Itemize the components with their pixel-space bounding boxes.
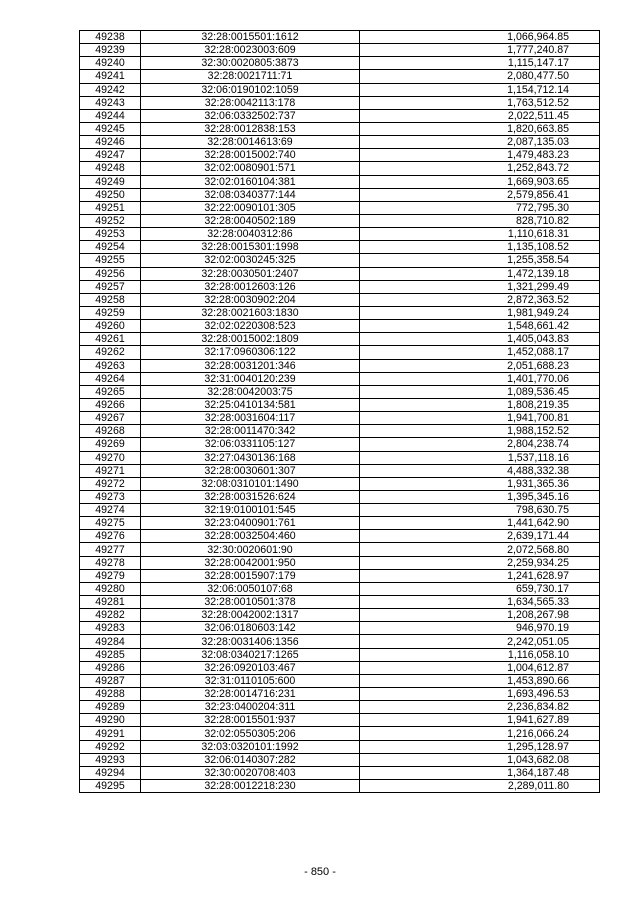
table-row: [80, 201, 600, 214]
value-cell: 1,808,219.35: [360, 398, 600, 411]
table-row: [80, 609, 600, 622]
value-cell: 4,488,332.38: [360, 464, 600, 477]
row-number-cell: 49272: [80, 477, 141, 490]
row-number-cell: 49293: [80, 753, 141, 766]
value-cell: 1,452,088.17: [360, 346, 600, 359]
value-cell: 2,804,238.74: [360, 438, 600, 451]
cadastral-number-cell: 32:30:0020805:3873: [141, 57, 360, 70]
row-number-cell: 49245: [80, 122, 141, 135]
cadastral-number-cell: 32:28:0010501:378: [141, 596, 360, 609]
row-number-cell: 49251: [80, 201, 141, 214]
cadastral-number-cell: 32:02:0080901:571: [141, 162, 360, 175]
table-row: [80, 464, 600, 477]
value-cell: 1,981,949.24: [360, 306, 600, 319]
value-cell: 798,630.75: [360, 504, 600, 517]
row-number-cell: 49260: [80, 320, 141, 333]
cadastral-number-cell: 32:31:0110105:600: [141, 674, 360, 687]
row-number-cell: 49257: [80, 280, 141, 293]
row-number-cell: 49280: [80, 582, 141, 595]
table-row: [80, 688, 600, 701]
cadastral-number-cell: 32:28:0030902:204: [141, 293, 360, 306]
row-number-cell: 49274: [80, 504, 141, 517]
value-cell: 1,634,565.33: [360, 596, 600, 609]
cadastral-number-cell: 32:28:0042113:178: [141, 96, 360, 109]
table-row: [80, 31, 600, 44]
row-number-cell: 49269: [80, 438, 141, 451]
cadastral-number-cell: 32:28:0023003:609: [141, 44, 360, 57]
value-cell: 2,072,568.80: [360, 543, 600, 556]
row-number-cell: 49288: [80, 688, 141, 701]
row-number-cell: 49247: [80, 149, 141, 162]
cadastral-number-cell: 32:28:0040502:189: [141, 214, 360, 227]
value-cell: 2,259,934.25: [360, 556, 600, 569]
value-cell: 1,537,118.16: [360, 451, 600, 464]
value-cell: 2,242,051.05: [360, 635, 600, 648]
row-number-cell: 49275: [80, 517, 141, 530]
table-row: [80, 175, 600, 188]
cadastral-number-cell: 32:28:0014613:69: [141, 136, 360, 149]
cadastral-number-cell: 32:02:0550305:206: [141, 727, 360, 740]
cadastral-number-cell: 32:06:0190102:1059: [141, 83, 360, 96]
cadastral-number-cell: 32:27:0430136:168: [141, 451, 360, 464]
value-cell: 828,710.82: [360, 214, 600, 227]
value-cell: 2,289,011.80: [360, 780, 600, 793]
value-cell: 1,321,299.49: [360, 280, 600, 293]
table-row: [80, 280, 600, 293]
row-number-cell: 49248: [80, 162, 141, 175]
row-number-cell: 49239: [80, 44, 141, 57]
row-number-cell: 49259: [80, 306, 141, 319]
value-cell: 1,110,618.31: [360, 228, 600, 241]
row-number-cell: 49285: [80, 648, 141, 661]
cadastral-number-cell: 32:28:0012603:126: [141, 280, 360, 293]
value-cell: 1,988,152.52: [360, 425, 600, 438]
table-row: [80, 517, 600, 530]
cadastral-value-table: [79, 30, 600, 793]
row-number-cell: 49294: [80, 766, 141, 779]
table-row: [80, 635, 600, 648]
cadastral-number-cell: 32:28:0015907:179: [141, 569, 360, 582]
table-row: [80, 556, 600, 569]
value-cell: 1,669,903.65: [360, 175, 600, 188]
value-cell: 772,795.30: [360, 201, 600, 214]
table-row: [80, 162, 600, 175]
cadastral-number-cell: 32:08:0310101:1490: [141, 477, 360, 490]
table-row: [80, 320, 600, 333]
table-row: [80, 661, 600, 674]
row-number-cell: 49290: [80, 714, 141, 727]
row-number-cell: 49268: [80, 425, 141, 438]
cadastral-number-cell: 32:28:0031201:346: [141, 359, 360, 372]
row-number-cell: 49264: [80, 372, 141, 385]
table-row: [80, 740, 600, 753]
table-row: [80, 398, 600, 411]
cadastral-number-cell: 32:23:0400204:311: [141, 701, 360, 714]
value-cell: 1,364,187.48: [360, 766, 600, 779]
row-number-cell: 49243: [80, 96, 141, 109]
cadastral-number-cell: 32:03:0320101:1992: [141, 740, 360, 753]
row-number-cell: 49265: [80, 385, 141, 398]
row-number-cell: 49287: [80, 674, 141, 687]
row-number-cell: 49267: [80, 412, 141, 425]
cadastral-number-cell: 32:28:0032504:460: [141, 530, 360, 543]
cadastral-number-cell: 32:08:0340377:144: [141, 188, 360, 201]
row-number-cell: 49256: [80, 267, 141, 280]
row-number-cell: 49261: [80, 333, 141, 346]
value-cell: 1,255,358.54: [360, 254, 600, 267]
row-number-cell: 49253: [80, 228, 141, 241]
value-cell: 946,970.19: [360, 622, 600, 635]
value-cell: 1,116,058.10: [360, 648, 600, 661]
cadastral-number-cell: 32:28:0015501:937: [141, 714, 360, 727]
value-cell: 1,941,700.81: [360, 412, 600, 425]
table-row: [80, 96, 600, 109]
cadastral-number-cell: 32:28:0011470:342: [141, 425, 360, 438]
row-number-cell: 49249: [80, 175, 141, 188]
table-row: [80, 267, 600, 280]
table-row: [80, 241, 600, 254]
table-row: [80, 44, 600, 57]
value-cell: 1,453,890.66: [360, 674, 600, 687]
table-row: [80, 83, 600, 96]
cadastral-number-cell: 32:28:0015002:740: [141, 149, 360, 162]
table-row: [80, 57, 600, 70]
cadastral-number-cell: 32:28:0014716:231: [141, 688, 360, 701]
cadastral-number-cell: 32:06:0332502:737: [141, 109, 360, 122]
row-number-cell: 49292: [80, 740, 141, 753]
table-row: [80, 136, 600, 149]
cadastral-number-cell: 32:02:0030245:325: [141, 254, 360, 267]
row-number-cell: 49263: [80, 359, 141, 372]
row-number-cell: 49254: [80, 241, 141, 254]
value-cell: 1,135,108.52: [360, 241, 600, 254]
row-number-cell: 49289: [80, 701, 141, 714]
value-cell: 1,066,964.85: [360, 31, 600, 44]
value-cell: 1,154,712.14: [360, 83, 600, 96]
table-row: [80, 582, 600, 595]
table-body: [80, 31, 600, 793]
value-cell: 2,087,135.03: [360, 136, 600, 149]
table-row: [80, 109, 600, 122]
table-row: [80, 648, 600, 661]
row-number-cell: 49246: [80, 136, 141, 149]
row-number-cell: 49250: [80, 188, 141, 201]
cadastral-number-cell: 32:25:0410134:581: [141, 398, 360, 411]
row-number-cell: 49271: [80, 464, 141, 477]
value-cell: 1,479,483.23: [360, 149, 600, 162]
value-cell: 1,043,682.08: [360, 753, 600, 766]
table-row: [80, 701, 600, 714]
table-row: [80, 490, 600, 503]
table-row: [80, 346, 600, 359]
row-number-cell: 49270: [80, 451, 141, 464]
value-cell: 2,051,688.23: [360, 359, 600, 372]
row-number-cell: 49281: [80, 596, 141, 609]
cadastral-number-cell: 32:28:0021711:71: [141, 70, 360, 83]
cadastral-number-cell: 32:06:0180603:142: [141, 622, 360, 635]
value-cell: 1,472,139.18: [360, 267, 600, 280]
value-cell: 2,639,171.44: [360, 530, 600, 543]
value-cell: 1,295,128.97: [360, 740, 600, 753]
cadastral-number-cell: 32:28:0042003:75: [141, 385, 360, 398]
cadastral-number-cell: 32:28:0030501:2407: [141, 267, 360, 280]
table-row: [80, 293, 600, 306]
value-cell: 2,022,511.45: [360, 109, 600, 122]
row-number-cell: 49286: [80, 661, 141, 674]
row-number-cell: 49241: [80, 70, 141, 83]
table-row: [80, 306, 600, 319]
value-cell: 2,872,363.52: [360, 293, 600, 306]
value-cell: 2,080,477.50: [360, 70, 600, 83]
value-cell: 1,820,663.85: [360, 122, 600, 135]
row-number-cell: 49273: [80, 490, 141, 503]
cadastral-number-cell: 32:06:0331105:127: [141, 438, 360, 451]
cadastral-number-cell: 32:28:0031526:624: [141, 490, 360, 503]
cadastral-number-cell: 32:28:0021603:1830: [141, 306, 360, 319]
table-row: [80, 214, 600, 227]
table-row: [80, 569, 600, 582]
value-cell: 2,579,856.41: [360, 188, 600, 201]
value-cell: 1,252,843.72: [360, 162, 600, 175]
row-number-cell: 49240: [80, 57, 141, 70]
row-number-cell: 49238: [80, 31, 141, 44]
table-row: [80, 766, 600, 779]
table-row: [80, 438, 600, 451]
row-number-cell: 49276: [80, 530, 141, 543]
cadastral-number-cell: 32:28:0042002:1317: [141, 609, 360, 622]
cadastral-number-cell: 32:06:0050107:68: [141, 582, 360, 595]
table-row: [80, 412, 600, 425]
row-number-cell: 49242: [80, 83, 141, 96]
value-cell: 1,216,066.24: [360, 727, 600, 740]
table-row: [80, 622, 600, 635]
table-row: [80, 425, 600, 438]
table-row: [80, 753, 600, 766]
row-number-cell: 49252: [80, 214, 141, 227]
row-number-cell: 49284: [80, 635, 141, 648]
cadastral-number-cell: 32:19:0100101:545: [141, 504, 360, 517]
cadastral-number-cell: 32:02:0220308:523: [141, 320, 360, 333]
row-number-cell: 49258: [80, 293, 141, 306]
cadastral-number-cell: 32:22:0090101:305: [141, 201, 360, 214]
row-number-cell: 49244: [80, 109, 141, 122]
table-row: [80, 504, 600, 517]
cadastral-number-cell: 32:30:0020708:403: [141, 766, 360, 779]
value-cell: 1,777,240.87: [360, 44, 600, 57]
row-number-cell: 49278: [80, 556, 141, 569]
table-row: [80, 385, 600, 398]
cadastral-number-cell: 32:28:0012838:153: [141, 122, 360, 135]
table-row: [80, 530, 600, 543]
value-cell: 1,395,345.16: [360, 490, 600, 503]
value-cell: 1,941,627.89: [360, 714, 600, 727]
value-cell: 1,548,661.42: [360, 320, 600, 333]
row-number-cell: 49279: [80, 569, 141, 582]
table-row: [80, 149, 600, 162]
cadastral-number-cell: 32:28:0030601:307: [141, 464, 360, 477]
table-row: [80, 70, 600, 83]
value-cell: 1,241,628.97: [360, 569, 600, 582]
cadastral-number-cell: 32:28:0012218:230: [141, 780, 360, 793]
row-number-cell: 49282: [80, 609, 141, 622]
value-cell: 1,763,512.52: [360, 96, 600, 109]
cadastral-number-cell: 32:02:0160104:381: [141, 175, 360, 188]
value-cell: 1,115,147.17: [360, 57, 600, 70]
table-row: [80, 674, 600, 687]
cadastral-number-cell: 32:06:0140307:282: [141, 753, 360, 766]
table-row: [80, 188, 600, 201]
table-row: [80, 714, 600, 727]
row-number-cell: 49262: [80, 346, 141, 359]
value-cell: 1,208,267.98: [360, 609, 600, 622]
cadastral-number-cell: 32:28:0042001:950: [141, 556, 360, 569]
row-number-cell: 49266: [80, 398, 141, 411]
table-row: [80, 254, 600, 267]
value-cell: 1,401,770.06: [360, 372, 600, 385]
value-cell: 1,089,536.45: [360, 385, 600, 398]
value-cell: 659,730.17: [360, 582, 600, 595]
cadastral-number-cell: 32:28:0031406:1356: [141, 635, 360, 648]
row-number-cell: 49295: [80, 780, 141, 793]
table-row: [80, 333, 600, 346]
table-row: [80, 780, 600, 793]
table-row: [80, 359, 600, 372]
cadastral-number-cell: 32:28:0031604:117: [141, 412, 360, 425]
page-number: - 850 -: [304, 866, 336, 878]
value-cell: 1,405,043.83: [360, 333, 600, 346]
table-row: [80, 122, 600, 135]
cadastral-number-cell: 32:28:0040312:86: [141, 228, 360, 241]
table-row: [80, 372, 600, 385]
cadastral-number-cell: 32:08:0340217:1265: [141, 648, 360, 661]
cadastral-number-cell: 32:28:0015301:1998: [141, 241, 360, 254]
value-cell: 1,931,365.36: [360, 477, 600, 490]
cadastral-number-cell: 32:26:0920103:467: [141, 661, 360, 674]
cadastral-number-cell: 32:28:0015501:1612: [141, 31, 360, 44]
row-number-cell: 49291: [80, 727, 141, 740]
row-number-cell: 49277: [80, 543, 141, 556]
cadastral-number-cell: 32:17:0960306:122: [141, 346, 360, 359]
table-row: [80, 477, 600, 490]
table-row: [80, 596, 600, 609]
cadastral-number-cell: 32:23:0400901:761: [141, 517, 360, 530]
value-cell: 2,236,834.82: [360, 701, 600, 714]
cadastral-number-cell: 32:30:0020601:90: [141, 543, 360, 556]
table-row: [80, 727, 600, 740]
table-row: [80, 451, 600, 464]
cadastral-number-cell: 32:28:0015002:1809: [141, 333, 360, 346]
value-cell: 1,693,496.53: [360, 688, 600, 701]
value-cell: 1,441,642.90: [360, 517, 600, 530]
value-cell: 1,004,612.87: [360, 661, 600, 674]
row-number-cell: 49283: [80, 622, 141, 635]
cadastral-number-cell: 32:31:0040120:239: [141, 372, 360, 385]
row-number-cell: 49255: [80, 254, 141, 267]
table-row: [80, 543, 600, 556]
table-row: [80, 228, 600, 241]
